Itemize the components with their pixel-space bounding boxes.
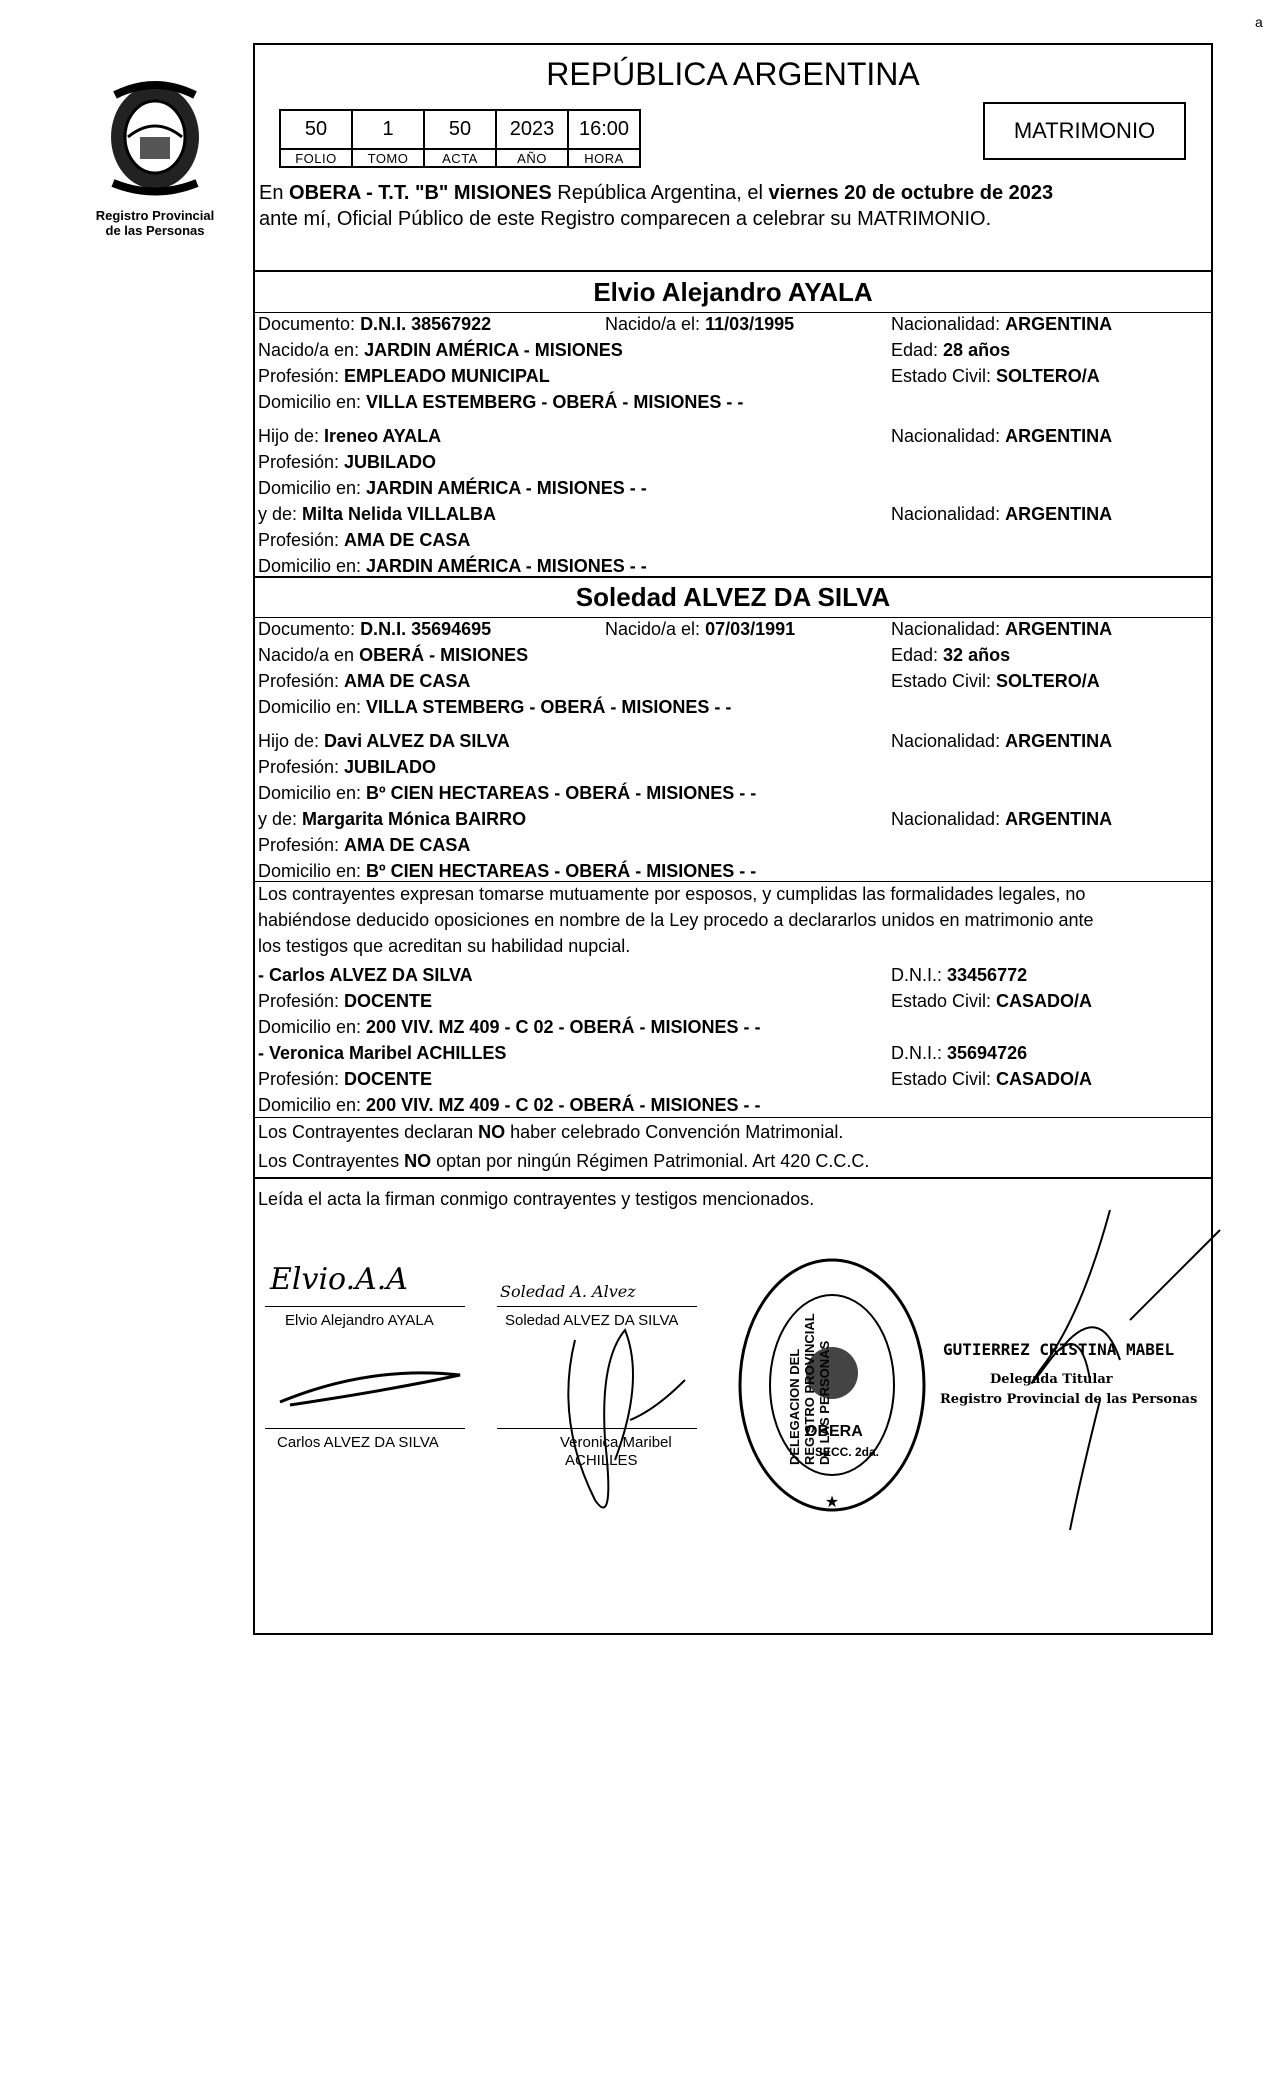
svg-text:★: ★	[824, 1492, 840, 1511]
folio-label: FOLIO	[280, 149, 352, 167]
seal-ring-text: DELEGACION DEL REGISTRO PROVINCIAL DE LAS PERSONAS	[787, 1313, 832, 1465]
groom-father-profession: Profesión: JUBILADO	[258, 452, 437, 472]
witness2-signature	[535, 1300, 695, 1540]
groom-father: Hijo de: Ireneo AYALA	[258, 426, 442, 446]
seal-section: SECC. 2da.	[815, 1445, 880, 1459]
signature-line	[265, 1428, 465, 1429]
bride-father-address: Domicilio en: Bº CIEN HECTAREAS - OBERÁ - MISIONES - -	[258, 783, 757, 803]
bride-document: Documento: D.N.I. 35694695	[258, 619, 492, 639]
official-signature	[930, 1200, 1230, 1540]
year-value: 2023	[496, 110, 568, 149]
coat-of-arms-logo	[95, 75, 215, 200]
witness2-name: - Veronica Maribel ACHILLES	[258, 1043, 507, 1063]
groom-profession: Profesión: EMPLEADO MUNICIPAL	[258, 366, 550, 386]
registry-seal	[735, 1255, 930, 1515]
groom-mother-profession: Profesión: AMA DE CASA	[258, 530, 471, 550]
groom-signature: Elvio.A.A	[270, 1262, 408, 1297]
witness2-profession: Profesión: DOCENTE	[258, 1069, 433, 1089]
bride-profession: Profesión: AMA DE CASA	[258, 671, 471, 691]
groom-father-address: Domicilio en: JARDIN AMÉRICA - MISIONES - -	[258, 478, 647, 498]
divider	[253, 1177, 1213, 1179]
official-stamp-role: Delegada Titular	[990, 1372, 1113, 1387]
bride-civil-status: Estado Civil: SOLTERO/A	[891, 671, 1100, 691]
groom-mother-address: Domicilio en: JARDIN AMÉRICA - MISIONES - -	[258, 556, 647, 576]
declaration-line3: los testigos que acreditan su habilidad nupcial.	[258, 936, 631, 956]
bride-father-profession: Profesión: JUBILADO	[258, 757, 437, 777]
signature-line	[497, 1428, 697, 1429]
registration-table	[279, 109, 641, 168]
bride-birthdate: Nacido/a el: 07/03/1991	[605, 619, 796, 639]
bride-birthplace: Nacido/a en OBERÁ - MISIONES	[258, 645, 529, 665]
bride-signature: Soledad A. Alvez	[500, 1282, 636, 1301]
witness1-profession: Profesión: DOCENTE	[258, 991, 433, 1011]
note-regime: Los Contrayentes NO optan por ningún Régimen Patrimonial. Art 420 C.C.C.	[258, 1151, 870, 1171]
bride-name: Soledad ALVEZ DA SILVA	[575, 582, 891, 612]
divider	[253, 576, 1213, 578]
witness2-civil-status: Estado Civil: CASADO/A	[891, 1069, 1093, 1089]
bride-father-nationality: Nacionalidad: ARGENTINA	[891, 731, 1113, 751]
bride-nationality: Nacionalidad: ARGENTINA	[891, 619, 1113, 639]
declaration-line1: Los contrayentes expresan tomarse mutuamente por esposos, y cumplidas las formalidades legales, no	[258, 884, 1086, 904]
intro-text: En OBERA - T.T. "B" MISIONES República Argentina, el viernes 20 de octubre de 2023 ante mí, Oficial Público de este Registro comparecen a celebrar su MATRIMONIO.	[259, 182, 1054, 230]
witness1-civil-status: Estado Civil: CASADO/A	[891, 991, 1093, 1011]
acta-label: ACTA	[424, 149, 496, 167]
registry-name-line1: Registro Provincial	[95, 208, 215, 223]
divider	[253, 1117, 1213, 1118]
groom-address: Domicilio en: VILLA ESTEMBERG - OBERÁ - MISIONES - -	[258, 392, 744, 412]
tomo-label: TOMO	[352, 149, 424, 167]
witness2-address: Domicilio en: 200 VIV. MZ 409 - C 02 - OBERÁ - MISIONES - -	[258, 1095, 761, 1115]
groom-signature-caption: Elvio Alejandro AYALA	[285, 1312, 434, 1329]
corner-mark: a	[1255, 14, 1263, 30]
registry-name-line2: de las Personas	[105, 223, 205, 238]
signature-line	[265, 1306, 465, 1307]
seal-city: OBERA	[805, 1423, 863, 1440]
tomo-value: 1	[352, 110, 424, 149]
groom-father-nationality: Nacionalidad: ARGENTINA	[891, 426, 1113, 446]
groom-name: Elvio Alejandro AYALA	[593, 277, 873, 307]
bride-mother-profession: Profesión: AMA DE CASA	[258, 835, 471, 855]
bride-mother: y de: Margarita Mónica BAIRRO	[258, 809, 527, 829]
witness2-signature-caption-line1: Veronica Maribel	[560, 1434, 672, 1451]
groom-age: Edad: 28 años	[891, 340, 1011, 360]
bride-signature-caption: Soledad ALVEZ DA SILVA	[505, 1312, 679, 1329]
groom-birthdate: Nacido/a el: 11/03/1995	[605, 314, 795, 334]
folio-value: 50	[280, 110, 352, 149]
groom-mother-nationality: Nacionalidad: ARGENTINA	[891, 504, 1113, 524]
closing-text: Leída el acta la firman conmigo contrayentes y testigos mencionados.	[258, 1189, 815, 1209]
official-stamp-office: Registro Provincial de las Personas	[940, 1392, 1198, 1407]
groom-civil-status: Estado Civil: SOLTERO/A	[891, 366, 1100, 386]
witness1-signature	[270, 1360, 470, 1410]
witness1-address: Domicilio en: 200 VIV. MZ 409 - C 02 - OBERÁ - MISIONES - -	[258, 1017, 761, 1037]
groom-mother: y de: Milta Nelida VILLALBA	[258, 504, 497, 524]
official-stamp-name: GUTIERREZ CRISTINA MABEL	[943, 1340, 1175, 1359]
bride-father: Hijo de: Davi ALVEZ DA SILVA	[258, 731, 510, 751]
note-convention: Los Contrayentes declaran NO haber celebrado Convención Matrimonial.	[258, 1122, 844, 1142]
witness1-signature-caption: Carlos ALVEZ DA SILVA	[277, 1434, 439, 1451]
bride-address: Domicilio en: VILLA STEMBERG - OBERÁ - MISIONES - -	[258, 697, 732, 717]
groom-nationality: Nacionalidad: ARGENTINA	[891, 314, 1113, 334]
year-label: AÑO	[496, 149, 568, 167]
groom-document: Documento: D.N.I. 38567922	[258, 314, 492, 334]
witness1-dni: D.N.I.: 33456772	[891, 965, 1028, 985]
divider	[253, 881, 1213, 882]
bride-age: Edad: 32 años	[891, 645, 1011, 665]
witness2-dni: D.N.I.: 35694726	[891, 1043, 1028, 1063]
declaration-line2: habiéndose deducido oposiciones en nombre de la Ley procedo a declararlos unidos en matrimonio ante	[258, 910, 1094, 930]
bride-mother-nationality: Nacionalidad: ARGENTINA	[891, 809, 1113, 829]
divider	[253, 270, 1213, 272]
witness2-signature-caption-line2: ACHILLES	[565, 1452, 638, 1469]
page-title: REPÚBLICA ARGENTINA	[546, 56, 920, 92]
hour-value: 16:00	[568, 110, 640, 149]
groom-birthplace: Nacido/a en: JARDIN AMÉRICA - MISIONES	[258, 340, 623, 360]
hour-label: HORA	[568, 149, 640, 167]
acta-value: 50	[424, 110, 496, 149]
witness1-name: - Carlos ALVEZ DA SILVA	[258, 965, 473, 985]
bride-mother-address: Domicilio en: Bº CIEN HECTAREAS - OBERÁ - MISIONES - -	[258, 861, 757, 881]
act-type-box: MATRIMONIO	[983, 102, 1186, 160]
